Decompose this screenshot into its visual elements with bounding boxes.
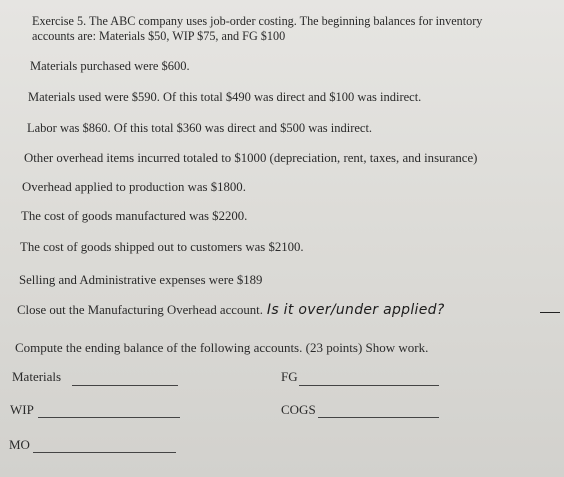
fact-selling-admin: Selling and Administrative expenses were $189 (19, 273, 263, 287)
fact-materials-purchased: Materials purchased were $600. (30, 59, 190, 73)
fact-labor: Labor was $860. Of this total $360 was direct and $500 was indirect. (27, 121, 373, 135)
fact-cogs-shipped: The cost of goods shipped out to customers was $2100. (20, 240, 304, 254)
fact-overhead-applied: Overhead applied to production was $1800. (22, 180, 246, 194)
blank-mo (33, 452, 176, 453)
label-materials: Materials (12, 369, 62, 384)
close-out-line (17, 303, 445, 317)
blank-wip (38, 417, 180, 418)
label-fg: FG (281, 369, 298, 384)
compute-instruction: Compute the ending balance of the following accounts. (23 points) Show work. (15, 340, 429, 355)
label-wip: WIP (10, 402, 34, 417)
blank-materials (72, 385, 178, 386)
blank-cogs (318, 417, 439, 418)
label-cogs: COGS (281, 402, 316, 417)
exercise-header-line-2: accounts are: Materials $50, WIP $75, and FG $100 (32, 29, 286, 43)
fact-cogm: The cost of goods manufactured was $2200. (21, 209, 248, 223)
handwritten-note: Is it over/under applied? (266, 302, 445, 318)
fact-other-overhead: Other overhead items incurred totaled to $1000 (depreciation, rent, taxes, and insurance) (24, 151, 478, 165)
fact-materials-used: Materials used were $590. Of this total $490 was direct and $100 was indirect. (28, 90, 422, 104)
close-out-instruction: Close out the Manufacturing Overhead account. (17, 303, 263, 317)
blank-fg (299, 385, 439, 386)
exercise-header-line-1: Exercise 5. The ABC company uses job-order costing. The beginning balances for inventory (32, 14, 483, 28)
handwritten-dash (540, 312, 560, 313)
label-mo: MO (9, 437, 30, 452)
